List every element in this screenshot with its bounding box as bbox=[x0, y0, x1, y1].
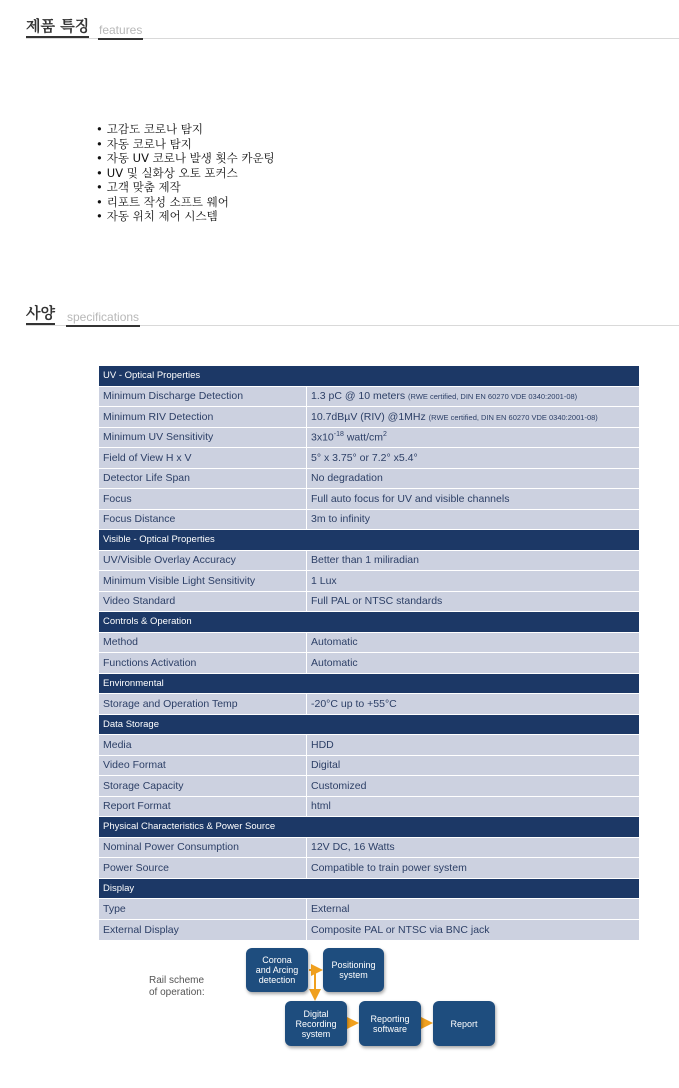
spec-value-unit: watt/cm bbox=[343, 431, 383, 444]
spec-group-title: Display bbox=[99, 878, 639, 899]
spec-label: Field of View H x V bbox=[99, 448, 307, 469]
feature-item: • 리포트 작성 소프트 웨어 bbox=[96, 195, 275, 210]
spec-label: Storage Capacity bbox=[99, 776, 307, 797]
spec-value: HDD bbox=[311, 738, 334, 751]
report-label: Report bbox=[450, 1018, 478, 1029]
specs-title-ko: 사양 bbox=[26, 303, 55, 325]
spec-label: Nominal Power Consumption bbox=[99, 837, 307, 858]
corona-detection-label: Corona and Arcing detection bbox=[255, 955, 299, 985]
feature-item: • UV 및 실화상 오토 포커스 bbox=[96, 166, 275, 181]
spec-label: Minimum Visible Light Sensitivity bbox=[99, 571, 307, 592]
spec-label: Focus bbox=[99, 489, 307, 510]
spec-value: Better than 1 miliradian bbox=[311, 554, 419, 567]
spec-label: Storage and Operation Temp bbox=[99, 694, 307, 715]
spec-value: Compatible to train power system bbox=[311, 861, 467, 874]
positioning-system-box bbox=[323, 948, 384, 992]
spec-value: No degradation bbox=[311, 472, 383, 485]
spec-value: 12V DC, 16 Watts bbox=[311, 841, 395, 854]
spec-value: Customized bbox=[311, 779, 367, 792]
spec-label: UV/Visible Overlay Accuracy bbox=[99, 550, 307, 571]
spec-label: Video Standard bbox=[99, 591, 307, 612]
feature-item: • 자동 코로나 탐지 bbox=[96, 137, 275, 152]
spec-label: Method bbox=[99, 632, 307, 653]
spec-value: 1.3 pC @ 10 meters bbox=[311, 390, 406, 403]
spec-value-note: (RWE certified, DIN EN 60270 VDE 0340:2001-08) bbox=[408, 392, 578, 402]
spec-label: Minimum Discharge Detection bbox=[99, 386, 307, 407]
spec-label: Power Source bbox=[99, 858, 307, 879]
spec-value: Full auto focus for UV and visible channels bbox=[311, 492, 510, 505]
spec-label: Focus Distance bbox=[99, 509, 307, 530]
spec-group-title: Environmental bbox=[99, 673, 639, 694]
spec-label: Minimum RIV Detection bbox=[99, 407, 307, 428]
flow-label-text: Rail scheme of operation: bbox=[149, 975, 205, 998]
spec-value-unit-exponent: 2 bbox=[383, 431, 387, 438]
specs-title-en: specifications bbox=[66, 309, 140, 327]
spec-label: Video Format bbox=[99, 755, 307, 776]
spec-value-exponent: -18 bbox=[333, 431, 344, 438]
spec-group-title: Physical Characteristics & Power Source bbox=[99, 817, 639, 838]
spec-value: Automatic bbox=[311, 636, 358, 649]
spec-group-title: Controls & Operation bbox=[99, 612, 639, 633]
report-box bbox=[433, 1001, 495, 1046]
spec-value: 5° x 3.75° or 7.2° x5.4° bbox=[311, 451, 418, 464]
feature-item: • 자동 위치 제어 시스템 bbox=[96, 209, 275, 224]
feature-item: • 자동 UV 코로나 발생 횟수 카운팅 bbox=[96, 151, 275, 166]
spec-value: 1 Lux bbox=[311, 574, 337, 587]
spec-value: External bbox=[311, 902, 350, 915]
spec-group-title: Data Storage bbox=[99, 714, 639, 735]
spec-label: Type bbox=[99, 899, 307, 920]
spec-group-title: UV - Optical Properties bbox=[99, 366, 639, 387]
spec-value: 3x10 bbox=[311, 431, 334, 444]
spec-value: 10.7dBµV (RIV) @1MHz bbox=[311, 410, 426, 423]
spec-value: -20°C up to +55°C bbox=[311, 697, 397, 710]
feature-item: • 고감도 코로나 탐지 bbox=[96, 122, 275, 137]
spec-value-note: (RWE certified, DIN EN 60270 VDE 0340:2001-08) bbox=[428, 412, 598, 422]
features-title-ko: 제품 특징 bbox=[26, 16, 89, 38]
spec-value: 3m to infinity bbox=[311, 513, 370, 526]
features-title-en: features bbox=[98, 22, 143, 40]
spec-label: Functions Activation bbox=[99, 653, 307, 674]
spec-value: Automatic bbox=[311, 656, 358, 669]
spec-value: Full PAL or NTSC standards bbox=[311, 595, 443, 608]
positioning-system-label: Positioning system bbox=[331, 960, 376, 980]
spec-value: html bbox=[311, 800, 331, 813]
spec-value: Composite PAL or NTSC via BNC jack bbox=[311, 923, 490, 936]
corona-detection-box bbox=[246, 948, 308, 992]
spec-value: Digital bbox=[311, 759, 341, 772]
reporting-software-label: Reporting software bbox=[370, 1013, 410, 1034]
spec-label: Detector Life Span bbox=[99, 468, 307, 489]
spec-label: Report Format bbox=[99, 796, 307, 817]
spec-group-title: Visible - Optical Properties bbox=[99, 530, 639, 551]
feature-item: • 고객 맞춤 제작 bbox=[96, 180, 275, 195]
spec-label: Minimum UV Sensitivity bbox=[99, 427, 307, 448]
spec-label: Media bbox=[99, 735, 307, 756]
digital-recording-box bbox=[285, 1001, 347, 1046]
spec-label: External Display bbox=[99, 919, 307, 940]
digital-recording-label: Digital Recording system bbox=[295, 1008, 337, 1039]
reporting-software-box bbox=[359, 1001, 421, 1046]
